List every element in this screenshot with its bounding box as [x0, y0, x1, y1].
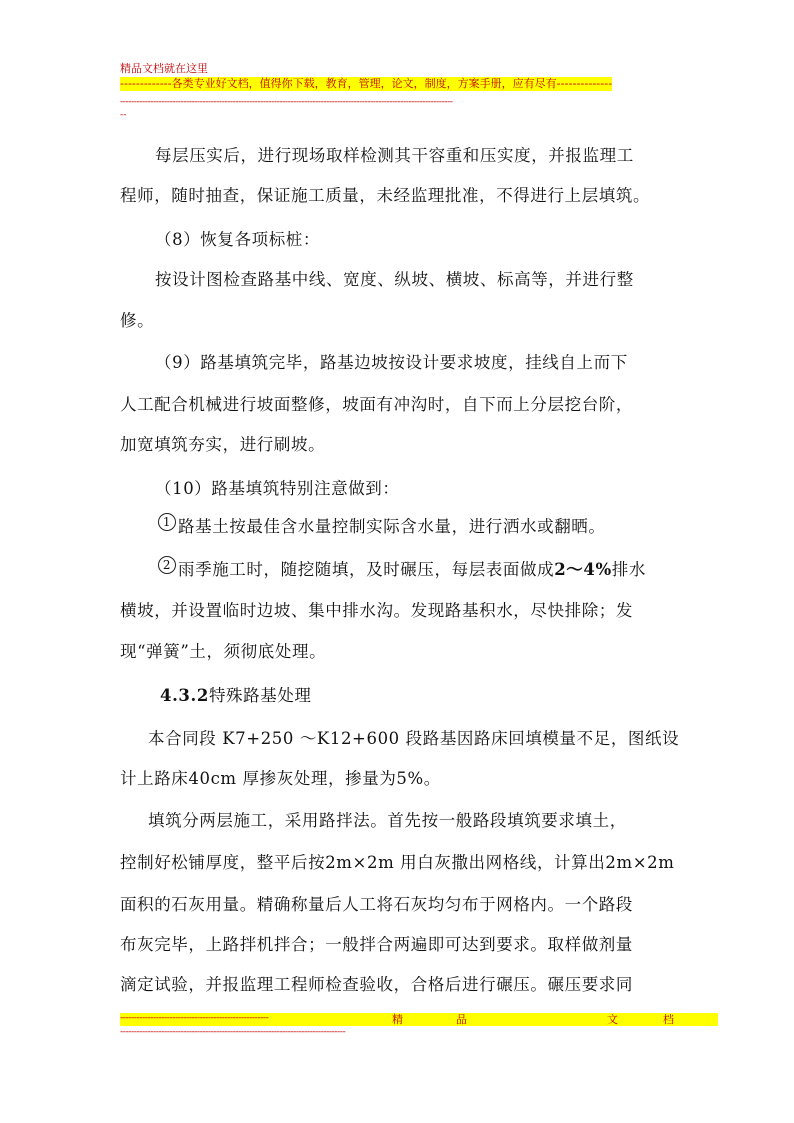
list-item: [158, 560, 714, 580]
paragraph-line: 程师，随时抽查，保证施工质量，未经监理批准，不得进行上层填筑。: [120, 186, 651, 205]
paragraph-line: 滴定试验，并报监理工程师检查验收，合格后进行碾压。碾压要求同: [120, 975, 633, 994]
section-number: 4.3.2: [160, 686, 209, 705]
header-rule-tail: --: [120, 110, 127, 120]
circled-number: 2: [158, 556, 176, 574]
footer-banner: [120, 1013, 718, 1026]
header-slogan: -------------各类专业好文档，值得你下载，教育，管理，论文，制度，方案手册，应有尽有--------------: [120, 77, 613, 90]
paragraph-line: 控制好松铺厚度，整平后按2m×2m 用白灰撒出网格线，计算出2m×2m: [120, 853, 675, 872]
paragraph-line: 面积的石灰用量。精确称量后人工将石灰均匀布于网格内。一个路段: [120, 895, 633, 914]
paragraph-line: 加宽填筑夯实，进行刷坡。: [120, 435, 326, 454]
section-title: 特殊路基处理: [208, 686, 312, 705]
paragraph-line: 修。: [120, 311, 155, 330]
paragraph-line: （10）路基填筑特别注意做到：: [155, 479, 400, 498]
footer-word: 品: [456, 1013, 467, 1026]
paragraph-line: （9）路基填筑完毕，路基边坡按设计要求坡度，挂线自上而下: [155, 353, 628, 372]
paragraph-line: （8）恢复各项标桩：: [155, 230, 320, 249]
list-item-text: 路基土按最佳含水量控制实际含水量，进行洒水或翻晒。: [178, 517, 606, 536]
footer-word: 文: [607, 1013, 618, 1026]
circled-number: 1: [158, 513, 176, 531]
list-item-text: 雨季施工时，随挖随填，及时碾压，每层表面做成: [178, 560, 555, 579]
paragraph-line: 填筑分两层施工，采用路拌法。首先按一般路段填筑要求填土，: [148, 811, 627, 830]
section-heading: [160, 686, 716, 706]
paragraph-line: 人工配合机械进行坡面整修，坡面有冲沟时，自下而上分层挖台阶，: [120, 395, 633, 414]
header-rule: -------------------------------------------------------------------------------------------------------------------------: [120, 97, 453, 107]
paragraph-line: 每层压实后，进行现场取样检测其干容重和压实度，并报监理工: [155, 146, 634, 165]
list-item: [158, 517, 714, 537]
footer-word: 精: [392, 1013, 403, 1026]
paragraph-line: 横坡，并设置临时边坡、集中排水沟。发现路基积水，尽快排除；发: [120, 601, 633, 620]
paragraph-line: 布灰完毕，上路拌机拌合；一般拌合两遍即可达到要求。取样做剂量: [120, 935, 633, 954]
paragraph-line: 现“弹簧”土，须彻底处理。: [120, 642, 327, 661]
paragraph-line: 按设计图检查路基中线、宽度、纵坡、横坡、标高等，并进行整: [155, 270, 634, 289]
paragraph-line: 计上路床40cm 厚掺灰处理，掺量为5%。: [120, 769, 441, 788]
footer-rule: ----------------------------------------------------------------------------------: [120, 1027, 346, 1037]
header-title: 精品文档就在这里: [120, 62, 208, 75]
list-item-text: 2～4%: [554, 560, 612, 579]
list-item-text: 排水: [611, 560, 646, 579]
paragraph-line: 本合同段 K7+250 ～K12+600 段路基因路床回填模量不足，图纸设: [148, 729, 680, 748]
footer-word: 档: [663, 1013, 674, 1026]
footer-dashes: ------------------------------------------------------: [120, 1013, 269, 1023]
